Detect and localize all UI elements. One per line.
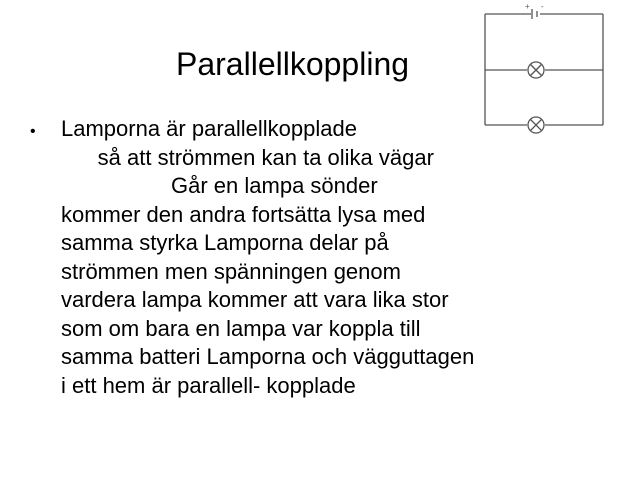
body-line: samma batteri Lamporna och vägguttagen: [61, 344, 475, 369]
body-line: Går en lampa sönder: [61, 173, 378, 198]
body-line: strömmen men spänningen genom: [61, 258, 401, 284]
parallel-circuit-diagram: [478, 0, 604, 145]
slide-body-text: [61, 115, 621, 400]
battery-plus-sign: +: [525, 2, 530, 11]
body-line: samma styrka Lamporna delar på: [61, 230, 389, 255]
body-line: som om bara en lampa var koppla till: [61, 315, 421, 341]
lamp-icon: [528, 117, 544, 133]
body-line: i ett hem är parallell- kopplade: [61, 372, 356, 398]
body-line: så att strömmen kan ta olika vägar: [61, 144, 434, 170]
battery-minus-sign: -: [541, 2, 544, 11]
battery-icon: [532, 9, 537, 19]
body-line: Lamporna är parallellkopplade: [61, 116, 357, 141]
lamp-icon: [528, 62, 544, 78]
bullet-marker: •: [30, 123, 36, 140]
slide-title: Parallellkoppling: [176, 46, 410, 82]
body-line: kommer den andra fortsätta lysa med: [61, 201, 426, 227]
body-line: vardera lampa kommer att vara lika stor: [61, 287, 449, 312]
